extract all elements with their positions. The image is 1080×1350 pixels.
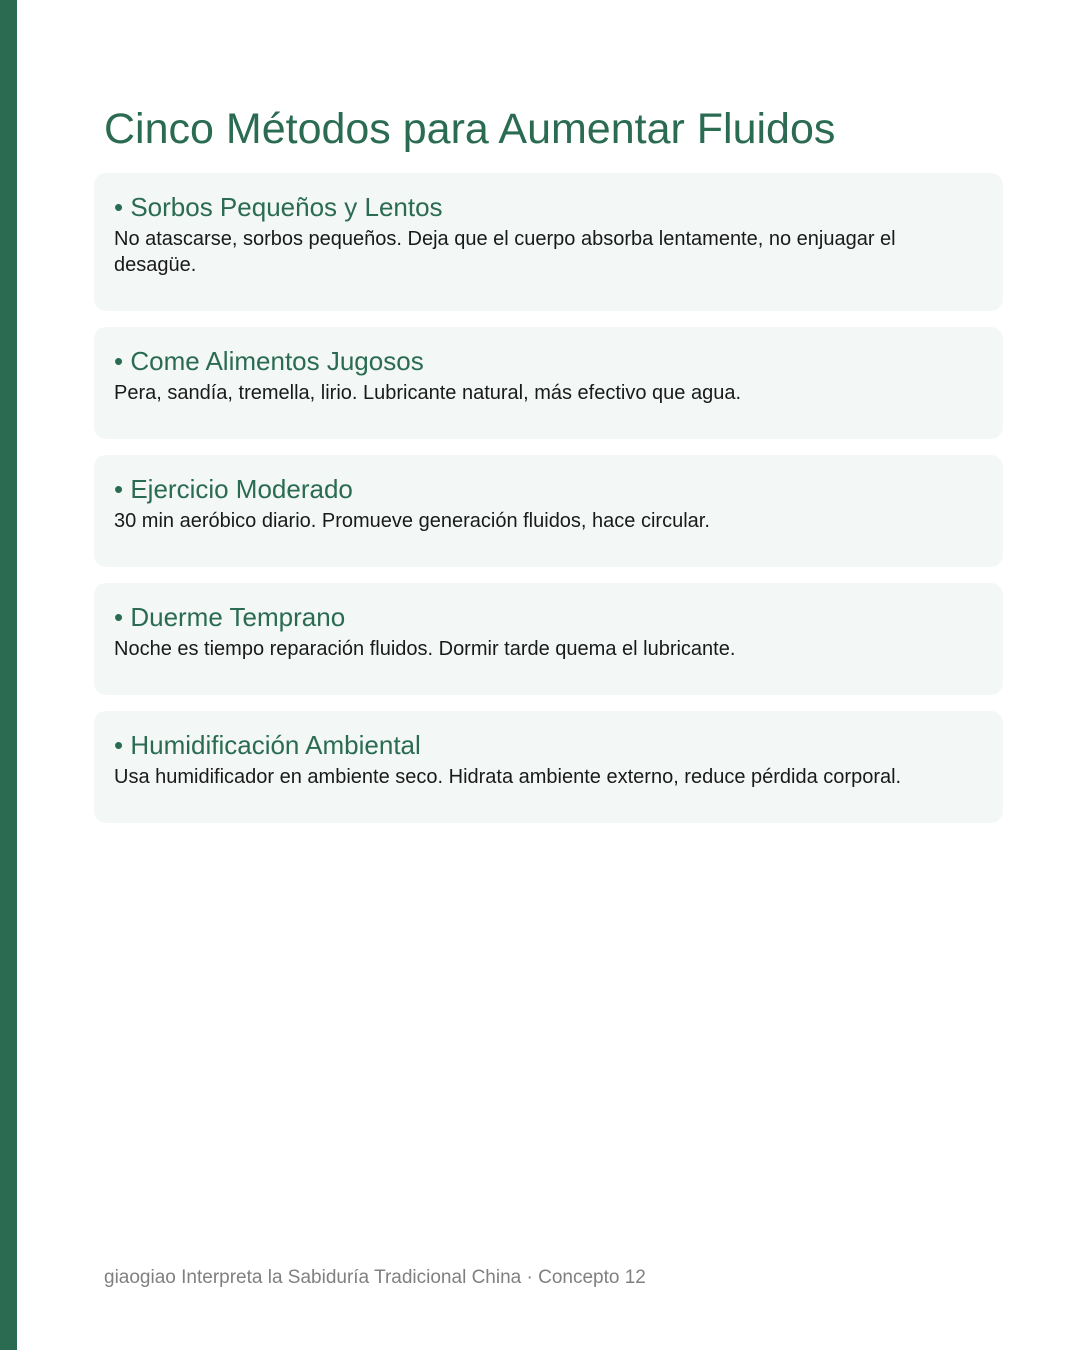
method-title: • Ejercicio Moderado <box>114 474 353 504</box>
method-title: • Humidificación Ambiental <box>114 730 421 760</box>
method-title: • Sorbos Pequeños y Lentos <box>114 192 443 222</box>
method-card <box>94 711 1003 823</box>
method-title: • Come Alimentos Jugosos <box>114 346 424 376</box>
left-accent-bar <box>0 0 17 1350</box>
method-card <box>94 583 1003 695</box>
methods-list <box>94 173 1003 839</box>
footer-caption: giaogiao Interpreta la Sabiduría Tradicional China · Concepto 12 <box>104 1267 646 1288</box>
method-description: Noche es tiempo reparación fluidos. Dormir tarde quema el lubricante. <box>114 638 736 660</box>
method-description: No atascarse, sorbos pequeños. Deja que el cuerpo absorba lentamente, no enjuagar el desagüe. <box>114 228 896 276</box>
method-description: 30 min aeróbico diario. Promueve generación fluidos, hace circular. <box>114 510 710 532</box>
method-card <box>94 173 1003 311</box>
method-description: Usa humidificador en ambiente seco. Hidrata ambiente externo, reduce pérdida corporal. <box>114 766 902 788</box>
page-title: Cinco Métodos para Aumentar Fluidos <box>104 105 836 153</box>
method-card <box>94 455 1003 567</box>
method-title: • Duerme Temprano <box>114 602 346 632</box>
method-description: Pera, sandía, tremella, lirio. Lubricante natural, más efectivo que agua. <box>114 382 742 404</box>
method-card <box>94 327 1003 439</box>
